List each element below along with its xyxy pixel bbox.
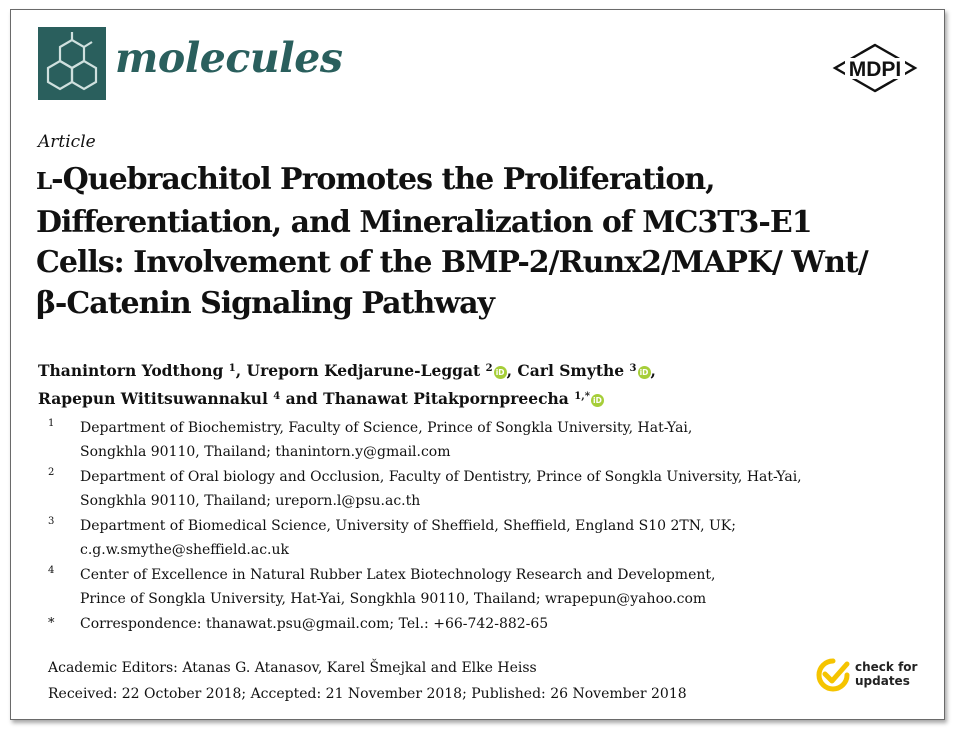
author-affiliation-marker: 1 bbox=[228, 363, 236, 374]
author-name[interactable]: Carl Smythe bbox=[517, 361, 625, 380]
title-prefix: L bbox=[36, 168, 52, 195]
check-for-updates-line2: updates bbox=[855, 674, 910, 688]
affiliation-line: Correspondence: thanawat.psu@gmail.com; Tel.: +66-742-882-65 bbox=[80, 616, 549, 632]
orcid-icon[interactable]: iD bbox=[494, 366, 507, 379]
academic-editors: Academic Editors: Atanas G. Atanasov, Karel Šmejkal and Elke Heiss bbox=[48, 660, 537, 676]
orcid-icon[interactable]: iD bbox=[638, 366, 651, 379]
author-affiliation-marker: 1,* bbox=[574, 391, 590, 402]
affiliation-number: 1 bbox=[48, 418, 55, 429]
affiliation-item bbox=[38, 416, 918, 464]
author-affiliation-marker: 2 bbox=[485, 363, 493, 374]
orcid-icon[interactable]: iD bbox=[591, 394, 604, 407]
title-text: -Quebrachitol Promotes the Proliferation, Differentiation, and Mineralization of MC3T3-E1 Cells: Involvement of the BMP-2/Runx2/MAPK/ Wnt/β-Catenin Signaling Pathway bbox=[36, 162, 868, 321]
check-for-updates-line1: check for bbox=[855, 660, 918, 674]
affiliation-line: Songkhla 90110, Thailand; thanintorn.y@gmail.com bbox=[80, 444, 451, 460]
affiliation-number: 4 bbox=[48, 565, 55, 576]
author-name[interactable]: Ureporn Kedjarune-Leggat bbox=[246, 361, 481, 380]
author-separator: , bbox=[235, 361, 247, 380]
affiliation-line: c.g.w.smythe@sheffield.ac.uk bbox=[80, 542, 289, 558]
author-list bbox=[38, 356, 918, 412]
author-affiliation-marker: 4 bbox=[273, 391, 281, 402]
affiliation-line: Department of Biochemistry, Faculty of Science, Prince of Songkla University, Hat-Yai, bbox=[80, 420, 693, 436]
affiliation-line: Songkhla 90110, Thailand; ureporn.l@psu.ac.th bbox=[80, 493, 421, 509]
affiliation-item bbox=[38, 514, 918, 562]
author-affiliation-marker: 3 bbox=[629, 363, 637, 374]
affiliation-line: Department of Oral biology and Occlusion, Faculty of Dentistry, Prince of Songkla University, Hat-Yai, bbox=[80, 469, 802, 485]
author-name[interactable]: Rapepun Wititsuwannakul bbox=[38, 389, 268, 408]
publication-dates: Received: 22 October 2018; Accepted: 21 November 2018; Published: 26 November 2018 bbox=[48, 686, 687, 702]
mdpi-logo-text: MDPI bbox=[848, 58, 902, 81]
article-type: Article bbox=[38, 132, 96, 152]
affiliation-line: Center of Excellence in Natural Rubber Latex Biotechnology Research and Development, bbox=[80, 567, 716, 583]
author-separator: , bbox=[506, 361, 518, 380]
author-separator: , bbox=[650, 361, 656, 380]
affiliation-list bbox=[38, 416, 918, 637]
paper-page bbox=[10, 9, 945, 720]
journal-logo-icon bbox=[38, 27, 106, 100]
article-title bbox=[36, 160, 896, 324]
affiliation-line: Department of Biomedical Science, University of Sheffield, Sheffield, England S10 2TN, UK; bbox=[80, 518, 736, 534]
affiliation-number: 3 bbox=[48, 516, 55, 527]
affiliation-item bbox=[38, 465, 918, 513]
author-name[interactable]: Thanawat Pitakpornpreecha bbox=[323, 389, 569, 408]
editorial-info bbox=[48, 655, 808, 707]
affiliation-number: 2 bbox=[48, 467, 55, 478]
affiliation-item bbox=[38, 563, 918, 611]
journal-name: molecules bbox=[115, 34, 343, 82]
check-for-updates-icon[interactable] bbox=[816, 658, 850, 692]
affiliation-number: * bbox=[48, 616, 55, 631]
check-for-updates-badge[interactable] bbox=[855, 660, 917, 688]
affiliation-line: Prince of Songkla University, Hat-Yai, Songkhla 90110, Thailand; wrapepun@yahoo.com bbox=[80, 591, 707, 607]
author-separator: and bbox=[280, 389, 324, 408]
author-name[interactable]: Thanintorn Yodthong bbox=[38, 361, 224, 380]
mdpi-logo bbox=[831, 42, 919, 100]
affiliation-item bbox=[38, 612, 918, 636]
